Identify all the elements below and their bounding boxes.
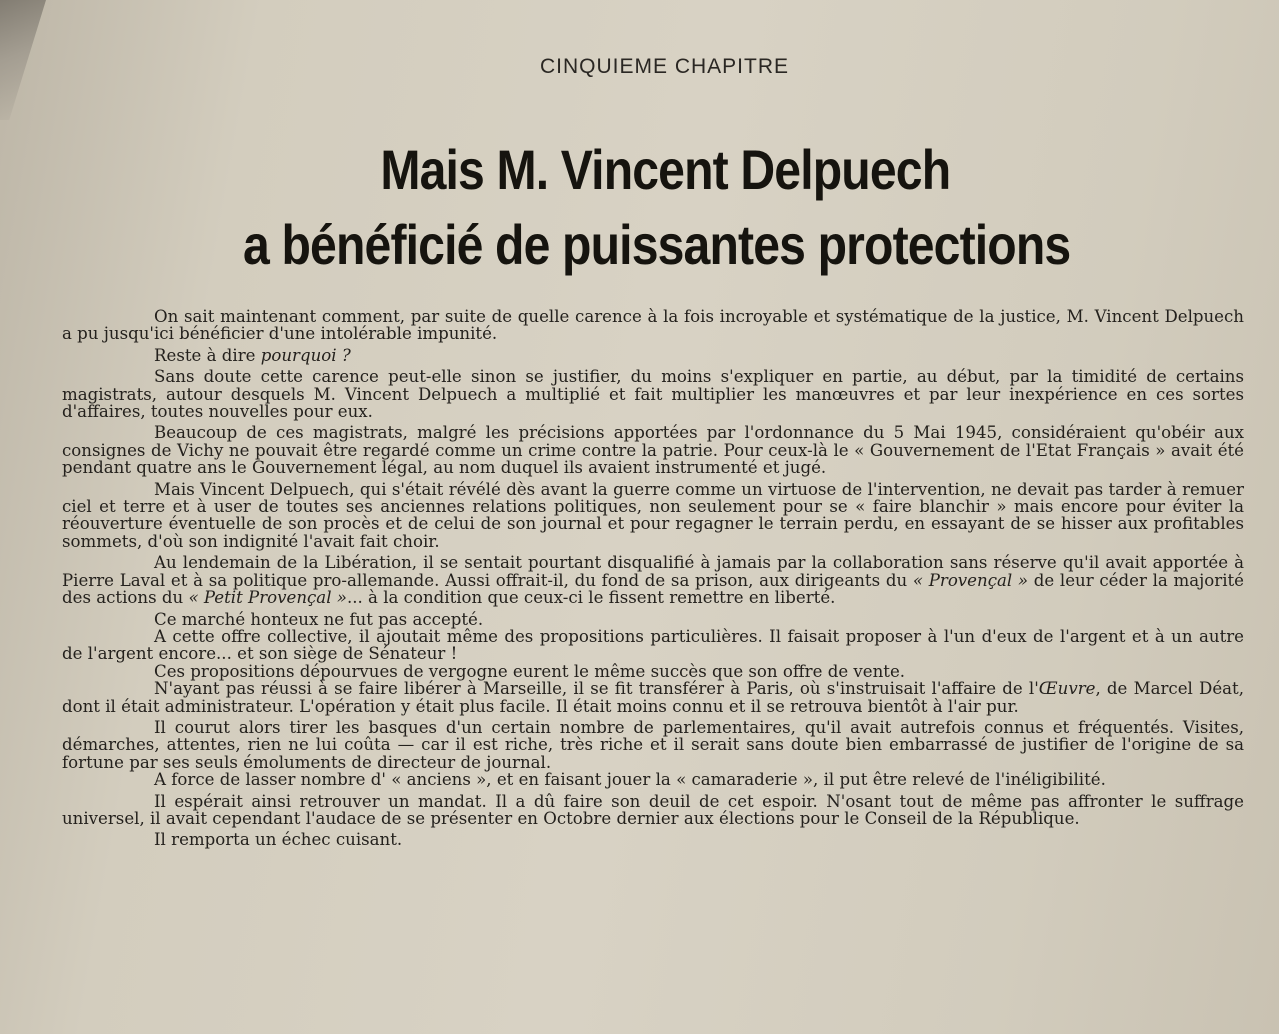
paragraph: N'ayant pas réussi à se faire libérer à Marseille, il se fit transférer à Paris, où s'instruisait l'affaire de l'Œuvre, de Marcel Déat, dont il était administrateur. L'opération y était plus facile. Il était moins connu et il se retrouva bientôt à l'air pur.	[62, 679, 1244, 716]
paragraph: Ce marché honteux ne fut pas accepté.	[154, 609, 484, 629]
paragraph: Il espérait ainsi retrouver un mandat. Il a dû faire son deuil de cet espoir. N'osant tout de même pas affronter le suffrage universel, il avait cependant l'audace de se présenter en Octobre dernier aux élections pour le Conseil de la République.	[62, 791, 1244, 828]
paragraph: Il remporta un échec cuisant.	[154, 830, 403, 850]
chapter-heading: CINQUIEME CHAPITRE	[539, 55, 790, 78]
paragraph: Beaucoup de ces magistrats, malgré les précisions apportées par l'ordonnance du 5 Mai 1945, considéraient qu'obéir aux consignes de Vichy ne pouvait être regardé comme un crime contre la patrie. Pour ceux-là le « Gouvernement de l'Etat Français » avait été pendant quatre ans le Gouvernement légal, au nom duquel ils avaient instrumenté et jugé.	[62, 423, 1244, 478]
paragraph: Ces propositions dépourvues de vergogne eurent le même succès que son offre de vente.	[154, 661, 906, 681]
paragraph: Au lendemain de la Libération, il se sentait pourtant disqualifié à jamais par la collaboration sans réserve qu'il avait apportée à Pierre Laval et à sa politique pro-allemande. Aussi offrait-il, du fond de sa prison, aux dirigeants du « Provençal » de leur céder la majorité des actions du « Petit Provençal »... à la condition que ceux-ci le fissent remettre en liberté.	[62, 553, 1244, 608]
title-line-2: a bénéficié de puissantes protections	[243, 213, 1071, 276]
paragraph: Reste à dire pourquoi ?	[154, 345, 351, 365]
emphasis: « Petit Provençal »	[188, 588, 347, 608]
emphasis: pourquoi ?	[260, 345, 351, 365]
paragraph: A force de lasser nombre d' « anciens », et en faisant jouer la « camaraderie », il put être relevé de l'inéligibilité.	[154, 770, 1106, 790]
paragraph: A cette offre collective, il ajoutait même des propositions particulières. Il faisait proposer à l'un d'eux de l'argent et à un autre de l'argent encore... et son siège de Sénateur !	[62, 626, 1244, 664]
article-body	[62, 308, 1244, 853]
paragraph: Il courut alors tirer les basques d'un certain nombre de parlementaires, qu'il avait autrefois connus et fréquentés. Visites, démarches, attentes, rien ne lui coûta — car il est riche, très riche et il serait sans doute bien embarrassé de justifier de l'origine de sa fortune par ses seuls émoluments de directeur de journal.	[62, 717, 1244, 772]
paragraph: Mais Vincent Delpuech, qui s'était révélé dès avant la guerre comme un virtuose de l'intervention, ne devait pas tarder à remuer ciel et terre et à user de toutes ses anciennes relations politiques, non seulement pour se « faire blanchir » mais encore pour éviter la réouverture éventuelle de son procès et de celui de son journal et pour regagner le terrain perdu, en essayant de se hisser aux profitables sommets, d'où son indignité l'avait fait choir.	[62, 479, 1244, 551]
title-line-1: Mais M. Vincent Delpuech	[380, 138, 951, 201]
paragraph: Sans doute cette carence peut-elle sinon se justifier, du moins s'expliquer en partie, au début, par la timidité de certains magistrats, autour desquels M. Vincent Delpuech a multiplié et fait multiplier les manœuvres et par leur inexpérience en ces sortes d'affaires, toutes nouvelles pour eux.	[62, 367, 1244, 422]
paragraph: On sait maintenant comment, par suite de quelle carence à la fois incroyable et systématique de la justice, M. Vincent Delpuech a pu jusqu'ici bénéficier d'une intolérable impunité.	[62, 307, 1244, 344]
emphasis: Œuvre	[1038, 679, 1096, 699]
emphasis: « Provençal »	[912, 570, 1029, 590]
